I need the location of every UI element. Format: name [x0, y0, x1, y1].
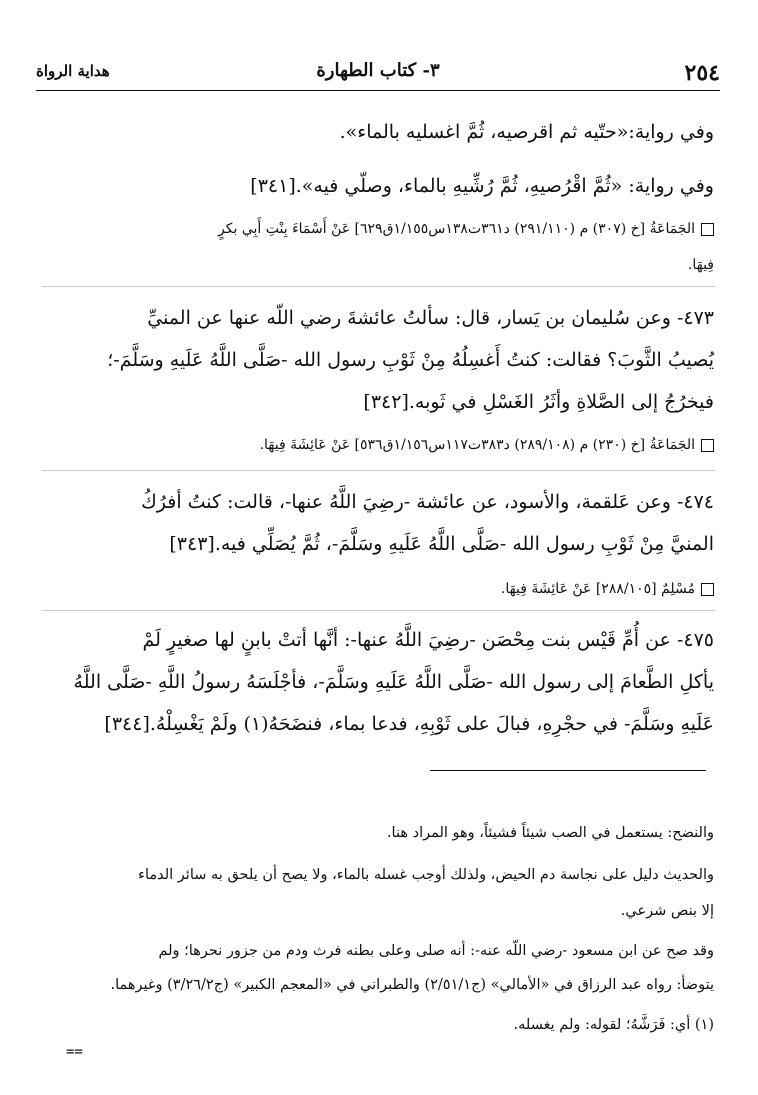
reference-343 [44, 578, 714, 600]
reference-341-cont: فِيهَا. [687, 257, 714, 273]
riwaya-1: وفي رواية:«حتّيه ثم اقرصيه، ثُمَّ اغسليه بالماء». [339, 121, 714, 143]
footnote-line-1: والنضح: يستعمل في الصب شيئاً فشيئاً، وهو المراد هنا. [386, 825, 714, 841]
divider [42, 470, 716, 471]
hadith-473-line-3: فيخرُجُ إلى الصَّلاةِ وأثَرُ الغَسْلِ في ثَوبه.[٣٤٢] [363, 391, 714, 413]
hadith-475-line-2: يأكلِ الطَّعامَ إلى رسول الله -صَلَّى اللَّهُ عَلَيهِ وسَلَّمَ-، فأجْلَسَهُ رسولُ اللَّهِ -صَلَّى اللَّهُ [73, 671, 714, 693]
hadith-474-line-1: ٤٧٤- وعن عَلقمة، والأسود، عن عائشة -رضِيَ اللَّهُ عنها-، قالت: كنتُ أفرُكُ [141, 491, 714, 513]
divider [42, 286, 716, 287]
book-title: هداية الرواة [36, 62, 110, 80]
square-bullet-icon [701, 223, 714, 236]
end-mark: == [66, 1044, 83, 1060]
square-bullet-icon [701, 583, 714, 596]
footnote-rule [430, 770, 706, 771]
reference-text: الجَمَاعَةُ [خ (٢٣٠) م (٢٨٩/١٠٨) د٣٨٣ت١١٧س١/١٥٦ق٥٣٦] عَنْ عَائِشَةَ فِيهَا. [259, 437, 695, 453]
footnote-line-4: وقد صح عن ابن مسعود -رضي اللّه عنه-: أنه صلى وعلى بطنه فرث ودم من جزور نحرها؛ ولم [158, 943, 714, 959]
reference-text: مُسْلِمٌ [٢٨٨/١٠٥] عَنْ عَائِشَةَ فِيهَا. [500, 581, 695, 597]
footnote-line-3: إلا بنص شرعي. [620, 903, 714, 919]
square-bullet-icon [701, 439, 714, 452]
running-header [36, 56, 720, 91]
footnote-line-2: والحديث دليل على نجاسة دم الحيض، ولذلك أوجب غسله بالماء، ولا يصح أن يلحق به سائر الدماء [138, 867, 714, 883]
riwaya-2: وفي رواية: «ثُمَّ اقْرُصيهِ، ثُمَّ رُشِّيهِ بالماء، وصلّي فيه».[٣٤١] [250, 175, 714, 197]
reference-text: الجَمَاعَةُ [خ (٣٠٧) م (٢٩١/١١٠) د٣٦١ت١٣٨س١/١٥٥ق٦٢٩] عَنْ أَسْمَاءَ بِنْتِ أَبِي بكرٍ [218, 221, 695, 237]
hadith-473-line-2: يُصيبُ الثَّوبَ؟ فقالت: كنتُ أَغسِلُهُ مِنْ ثَوْبِ رسول الله -صَلَّى اللَّهُ عَلَيهِ وسَلَّمَ-؛ [107, 349, 714, 371]
hadith-475-line-3: عَلَيهِ وسَلَّمَ- في حجْرِهِ، فبالَ على ثَوْبِهِ، فدعا بماء، فنضَحَهُ(١) ولَمْ يَغْسِلْهُ.[٣٤٤] [104, 713, 714, 735]
footnote-line-6: (١) أي: فَرَشَّهُ؛ لقوله: ولم يغسله. [513, 1017, 714, 1033]
reference-342 [44, 434, 714, 456]
hadith-474-line-2: المنيَّ مِنْ ثَوْبِ رسول الله -صَلَّى اللَّهُ عَلَيهِ وسَلَّمَ-، ثُمَّ يُصَلِّي فيه.[٣٤٣] [169, 533, 714, 555]
chapter-title: ٣- كتاب الطهارة [316, 60, 440, 81]
hadith-473-line-1: ٤٧٣- وعن سُليمان بن يَسار، قال: سألتُ عائشةَ رضي اللّه عنها عن المنيِّ [147, 307, 714, 329]
divider [42, 610, 716, 611]
reference-341 [44, 218, 714, 240]
footnote-line-5: يتوضأ: رواه عبد الرزاق في «الأمالي» (ج٢/٥١/١) والطبراني في «المعجم الكبير» (ج٣/٢٦/٢) وغيرهما. [110, 977, 714, 993]
page-number: ٢٥٤ [684, 60, 720, 86]
hadith-475-line-1: ٤٧٥- عن أُمِّ قَيْس بنت مِحْصَن -رضِيَ اللَّهُ عنها-: أنَّها أتتْ بابنٍ لها صغيرٍ لَمْ [142, 629, 714, 651]
